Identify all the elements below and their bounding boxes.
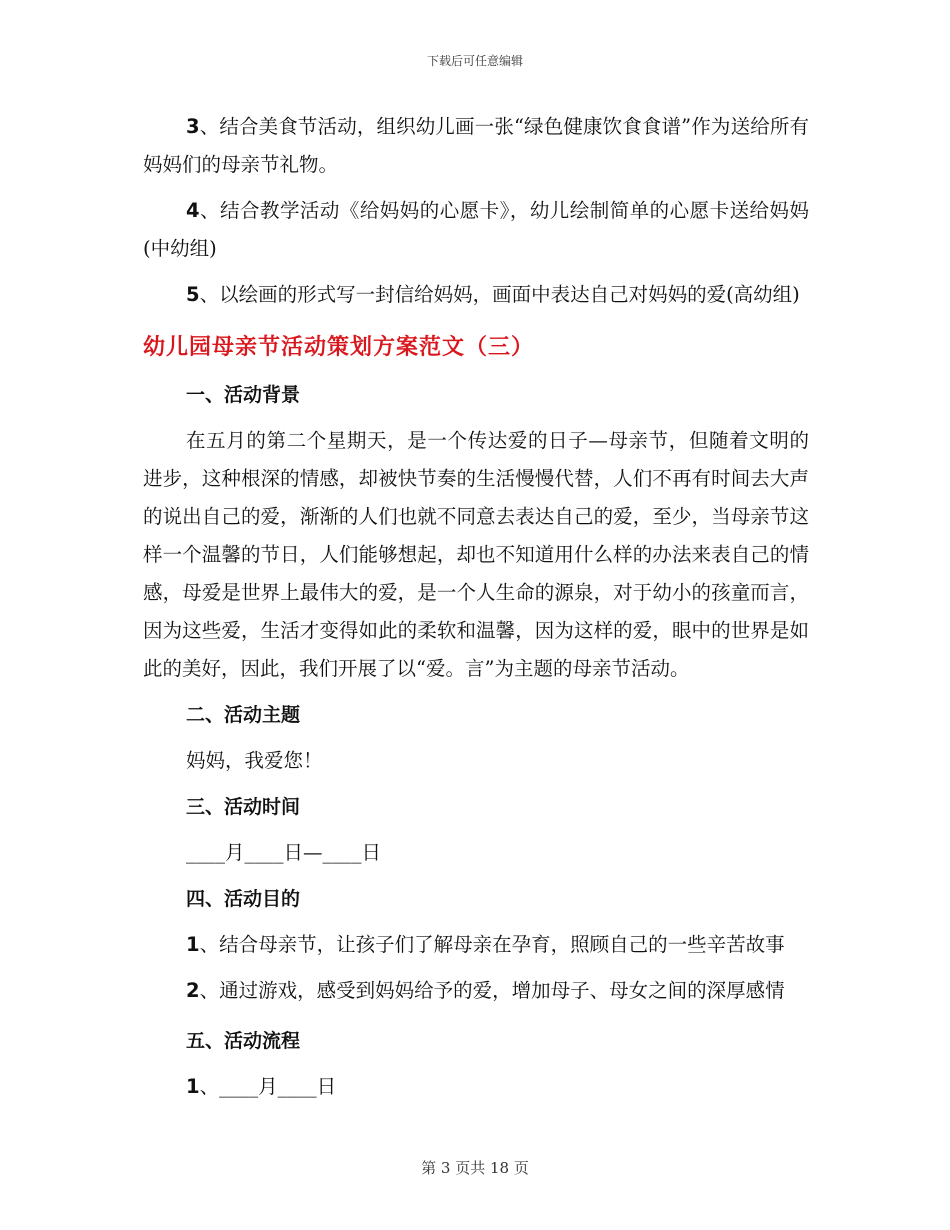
heading-purpose: 四、活动目的 bbox=[186, 888, 301, 910]
page-footer: 第 3 页共 18 页 bbox=[421, 1159, 529, 1177]
item-number: 1 bbox=[186, 1075, 200, 1098]
item-text: 、以绘画的形式写一封信给妈妈，画面中表达自己对妈妈的爱(高幼组) bbox=[199, 283, 800, 306]
item-number: 3 bbox=[186, 115, 200, 138]
list-item bbox=[143, 972, 809, 1010]
item-text: 、结合美食节活动，组织幼儿画一张“绿色健康饮食食谱”作为送给所有妈妈们的母亲节礼物。 bbox=[143, 115, 809, 176]
background-paragraph: 在五月的第二个星期天，是一个传达爱的日子—母亲节，但随着文明的进步，这种根深的情感，却被快节奏的生活慢慢代替，人们不再有时间去大声的说出自己的爱，渐渐的人们也就不同意去表达自己的爱，至少，当母亲节这样一个温馨的节日，人们能够想起，却也不知道用什么样的办法来表自己的情感，母爱是世界上最伟大的爱，是一个人生命的源泉，对于幼小的孩童而言，因为这些爱，生活才变得如此的柔软和温馨，因为这样的爱，眼中的世界是如此的美好，因此，我们开展了以“爱。言”为主题的母亲节活动。 bbox=[143, 429, 809, 680]
item-text: 、____月____日 bbox=[199, 1075, 337, 1098]
item-text: 、结合教学活动《给妈妈的心愿卡》，幼儿绘制简单的心愿卡送给妈妈(中幼组) bbox=[143, 199, 809, 260]
time-text: ____月____日—____日 bbox=[186, 841, 382, 864]
item-number: 5 bbox=[186, 283, 200, 306]
page-header: 下载后可任意编辑 bbox=[426, 54, 523, 68]
list-item bbox=[143, 276, 809, 314]
item-number: 1 bbox=[186, 933, 200, 956]
list-item bbox=[143, 108, 809, 184]
heading-process: 五、活动流程 bbox=[186, 1030, 301, 1052]
heading-time: 三、活动时间 bbox=[186, 796, 301, 818]
item-text: 、通过游戏，感受到妈妈给予的爱，增加母子、母女之间的深厚感情 bbox=[199, 979, 785, 1002]
heading-background: 一、活动背景 bbox=[186, 384, 301, 406]
section-title: 幼儿园母亲节活动策划方案范文（三） bbox=[143, 334, 535, 360]
theme-text: 妈妈，我爱您！ bbox=[186, 749, 323, 772]
list-item bbox=[143, 926, 809, 964]
list-item bbox=[143, 192, 809, 268]
list-item bbox=[143, 1068, 809, 1106]
item-number: 4 bbox=[186, 199, 200, 222]
item-number: 2 bbox=[186, 979, 200, 1002]
heading-theme: 二、活动主题 bbox=[186, 704, 301, 726]
item-text: 、结合母亲节，让孩子们了解母亲在孕育，照顾自己的一些辛苦故事 bbox=[199, 933, 785, 956]
document-body bbox=[143, 108, 809, 1106]
